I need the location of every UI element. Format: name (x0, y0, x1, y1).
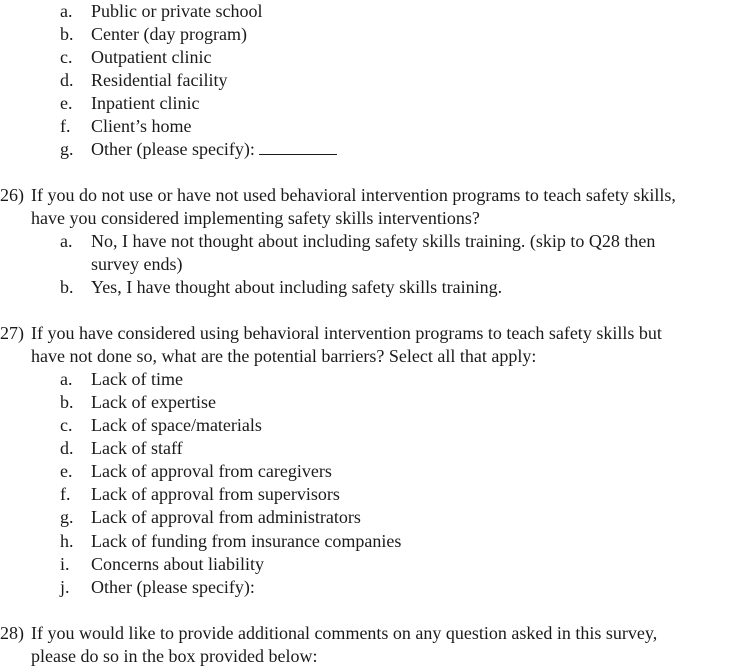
option-letter: a. (60, 369, 73, 389)
option-text: Concerns about liability (91, 554, 264, 574)
option-letter: a. (60, 1, 73, 21)
q27-option-h (60, 530, 401, 553)
option-letter: g. (60, 507, 74, 527)
q27-option-g (60, 506, 361, 529)
option-letter: h. (60, 531, 74, 551)
option-letter: j. (60, 577, 70, 597)
option-letter: e. (60, 93, 73, 113)
option-text-line-1: No, I have not thought about including safety skills training. (skip to Q28 then (91, 231, 656, 251)
option-letter: d. (60, 70, 74, 90)
option-letter: g. (60, 139, 74, 159)
question-28 (0, 622, 750, 668)
q27-option-d (60, 437, 183, 460)
question-27 (0, 322, 750, 368)
q27-option-i (60, 553, 264, 576)
specify-blank-line[interactable] (259, 138, 337, 155)
q27-option-j (60, 576, 255, 599)
option-text-line-2: survey ends) (91, 254, 183, 274)
option-text: Lack of funding from insurance companies (91, 531, 402, 551)
option-text: Lack of approval from caregivers (91, 461, 332, 481)
q26-option-b (60, 276, 502, 299)
q27-option-c (60, 414, 262, 437)
option-letter: d. (60, 438, 74, 458)
option-letter: f. (60, 484, 71, 504)
q25-option-e (60, 92, 199, 115)
q27-option-b (60, 391, 216, 414)
option-text: Yes, I have thought about including safety skills training. (91, 277, 503, 297)
q25-option-b (60, 23, 247, 46)
option-letter: c. (60, 415, 73, 435)
question-26 (0, 184, 750, 230)
question-text-line-1: If you would like to provide additional comments on any question asked in this survey, (31, 623, 658, 643)
option-text: Other (please specify): (91, 577, 255, 597)
question-number: 27) (0, 323, 24, 343)
q26-option-a (60, 230, 655, 276)
option-letter: b. (60, 392, 74, 412)
option-text: Lack of staff (91, 438, 183, 458)
option-text: Public or private school (91, 1, 263, 21)
question-text-line-1: If you do not use or have not used behavioral intervention programs to teach safety skills, (31, 185, 676, 205)
option-text: Lack of approval from supervisors (91, 484, 340, 504)
question-number: 26) (0, 185, 24, 205)
option-text: Residential facility (91, 70, 228, 90)
option-letter: i. (60, 554, 70, 574)
option-text: Lack of expertise (91, 392, 216, 412)
q27-option-a (60, 368, 183, 391)
question-text-line-2: please do so in the box provided below: (31, 646, 318, 666)
option-text: Lack of approval from administrators (91, 507, 361, 527)
option-text: Other (please specify): (91, 139, 255, 159)
option-text: Outpatient clinic (91, 47, 212, 67)
option-letter: c. (60, 47, 73, 67)
q25-option-f (60, 115, 192, 138)
option-text: Client’s home (91, 116, 192, 136)
option-letter: a. (60, 231, 73, 251)
q27-option-f (60, 483, 340, 506)
q25-option-c (60, 46, 211, 69)
option-letter: e. (60, 461, 73, 481)
option-text: Inpatient clinic (91, 93, 200, 113)
q25-option-g (60, 138, 337, 161)
question-number: 28) (0, 623, 24, 643)
q25-option-a (60, 0, 262, 23)
question-text-line-2: have not done so, what are the potential barriers? Select all that apply: (31, 346, 537, 366)
question-text-line-1: If you have considered using behavioral intervention programs to teach safety skills but (31, 323, 662, 343)
q25-option-d (60, 69, 227, 92)
q27-option-e (60, 460, 332, 483)
option-letter: f. (60, 116, 71, 136)
option-text: Lack of time (91, 369, 183, 389)
option-text: Center (day program) (91, 24, 247, 44)
option-letter: b. (60, 277, 74, 297)
question-text-line-2: have you considered implementing safety skills interventions? (31, 208, 480, 228)
option-letter: b. (60, 24, 74, 44)
option-text: Lack of space/materials (91, 415, 262, 435)
